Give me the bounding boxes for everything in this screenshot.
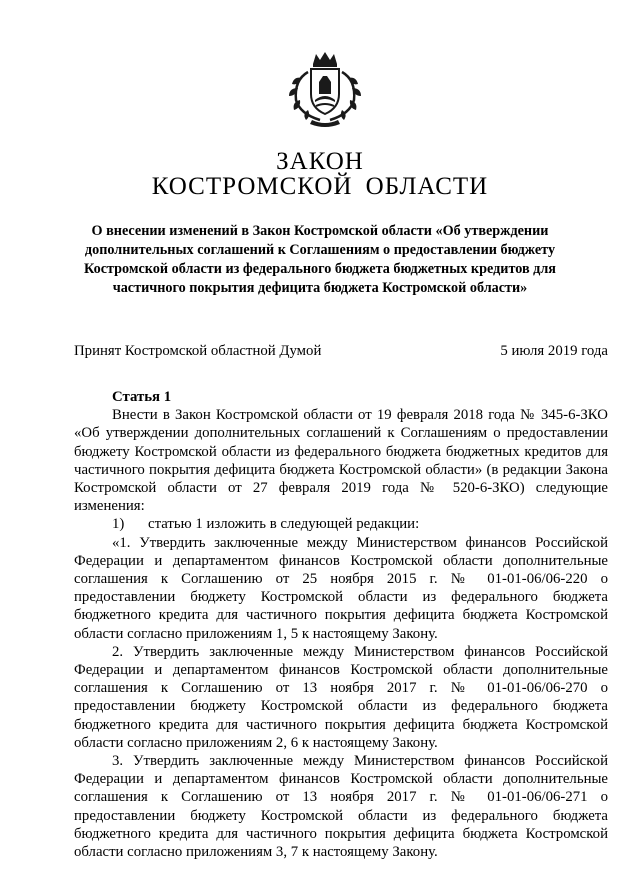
coat-of-arms-icon bbox=[280, 50, 370, 128]
adoption-date: 5 июля 2019 года bbox=[500, 343, 608, 359]
list-item bbox=[74, 515, 608, 533]
law-heading: ЗАКОН bbox=[276, 148, 364, 175]
paragraph-1: «1. Утвердить заключенные между Министерством финансов Российской Федерации и департаментом финансов Костромской области дополнительные соглашения к Соглашению от 25 ноября 2015 г. № 01-01-06/06-220 о предоставлении бюджету Костромской области из федерального бюджета бюджетного кредита для частичного покрытия дефицита бюджета Костромской области согласно приложениям 1, 5 к настоящему Закону. bbox=[74, 534, 608, 642]
article-heading: Статья 1 bbox=[112, 389, 172, 405]
paragraph-2: 2. Утвердить заключенные между Министерством финансов Российской Федерации и департаментом финансов Костромской области дополнительные соглашения к Соглашению от 13 ноября 2017 г. № 01-01-06/06-270 о предоставлении бюджету Костромской области из федерального бюджета бюджетного кредита для частичного покрытия дефицита бюджета Костромской области согласно приложениям 2, 6 к настоящему Закону. bbox=[74, 643, 608, 751]
law-subtitle: О внесении изменений в Закон Костромской области «Об утверждении дополнительных соглашений к Соглашениям о предоставлении бюджету Костромской области из федерального бюджета бюджетных кредитов для частичного покрытия дефицита бюджета Костромской области» bbox=[84, 223, 556, 296]
item-text: статью 1 изложить в следующей редакции: bbox=[148, 516, 420, 533]
adoption-line bbox=[74, 342, 608, 361]
adopted-by: Принят Костромской областной Думой bbox=[74, 343, 322, 359]
paragraph-3: 3. Утвердить заключенные между Министерством финансов Российской Федерации и департаментом финансов Костромской области дополнительные соглашения к Соглашению от 13 ноября 2017 г. № 01-01-06/06-271 о предоставлении бюджету Костромской области из федерального бюджета бюджетного кредита для частичного покрытия дефицита бюджета Костромской области согласно приложениям 3, 7 к настоящему Закону. bbox=[74, 753, 608, 861]
region-heading: КОСТРОМСКОЙ ОБЛАСТИ bbox=[151, 173, 489, 200]
item-number: 1) bbox=[112, 516, 125, 533]
article-1 bbox=[74, 388, 608, 861]
article-intro: Внести в Закон Костромской области от 19 февраля 2018 года № 345-6-ЗКО «Об утверждении дополнительных соглашений к Соглашениям о предоставлении бюджету Костромской области из федерального бюджета бюджетных кредитов для частичного покрытия дефицита бюджета Костромской области» (в редакции Закона Костромской области от 27 февраля 2019 года № 520-6-ЗКО) следующие изменения: bbox=[74, 407, 608, 515]
